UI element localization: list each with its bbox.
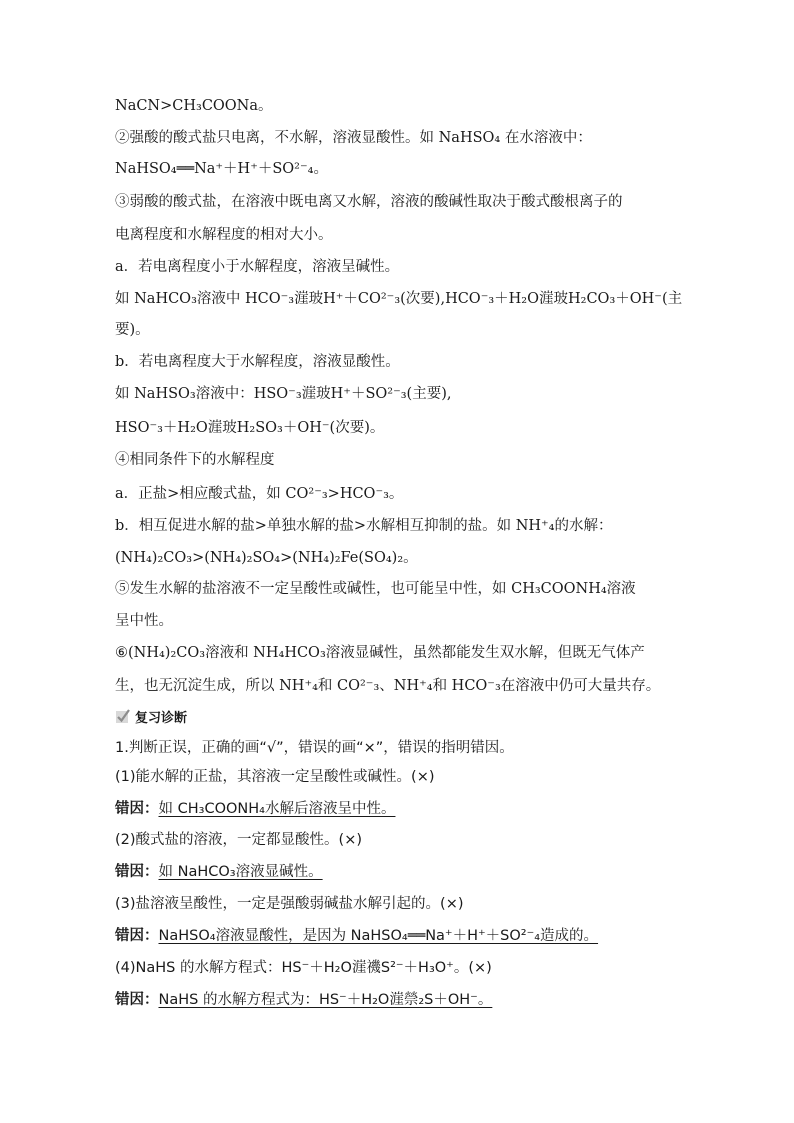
error-reason-label: 错因：	[115, 928, 159, 944]
text-line: ②强酸的酸式盐只电离，不水解，溶液显酸性。如 NaHSO₄ 在水溶液中：	[115, 130, 592, 146]
error-reason-answer: NaHS 的水解方程式为：HS⁻＋H₂O漄禜₂S＋OH⁻。	[158, 992, 493, 1008]
text-line: 如 NaHCO₃溶液中 HCO⁻₃漄玻H⁺＋CO²⁻₃(次要),HCO⁻₃＋H₂O漄玻H₂CO₃＋OH⁻(主	[115, 291, 683, 307]
text-line: 呈中性。	[115, 613, 173, 629]
text-line: b．若电离程度大于水解程度，溶液显酸性。	[115, 354, 400, 370]
error-reason-label: 错因：	[115, 992, 159, 1008]
text-line: 要)。	[115, 322, 150, 338]
text-line: 电离程度和水解程度的相对大小。	[115, 227, 333, 243]
question-statement: (1)能水解的正盐，其溶液一定呈酸性或碱性。(×)	[115, 769, 435, 785]
text-line: NaHSO₄══Na⁺＋H⁺＋SO²⁻₄。	[115, 161, 328, 177]
text-line: (NH₄)₂CO₃>(NH₄)₂SO₄>(NH₄)₂Fe(SO₄)₂。	[115, 550, 418, 566]
instruction: 1.判断正误，正确的画“√”，错误的画“×”，错误的指明错因。	[115, 740, 514, 756]
text-line: ⑥(NH₄)₂CO₃溶液和 NH₄HCO₃溶液显碱性，虽然都能发生双水解，但既无气体产	[115, 645, 645, 661]
question-statement: (4)NaHS 的水解方程式：HS⁻＋H₂O漄禨S²⁻＋H₃O⁺。(×)	[115, 960, 492, 976]
question-statement: (3)盐溶液呈酸性，一定是强酸弱碱盐水解引起的。(×)	[115, 896, 464, 912]
check-icon	[115, 708, 131, 724]
text-line: a．正盐>相应酸式盐，如 CO²⁻₃>HCO⁻₃。	[115, 486, 404, 502]
text-line: b．相互促进水解的盐>单独水解的盐>水解相互抑制的盐。如 NH⁺₄的水解：	[115, 518, 613, 534]
error-reason-answer: NaHSO₄溶液显酸性，是因为 NaHSO₄══Na⁺＋H⁺＋SO²⁻₄造成的。	[158, 928, 599, 944]
error-reason-answer: 如 CH₃COONH₄水解后溶液呈中性。	[158, 801, 396, 817]
error-reason-label: 错因：	[115, 801, 159, 817]
text-line: ③弱酸的酸式盐，在溶液中既电离又水解，溶液的酸碱性取决于酸式酸根离子的	[115, 194, 623, 210]
error-reason-line	[115, 926, 598, 946]
section-title: 复习诊断	[135, 710, 188, 726]
text-line: HSO⁻₃＋H₂O漄玻H₂SO₃＋OH⁻(次要)。	[115, 420, 385, 436]
section-heading	[115, 706, 187, 726]
error-reason-line	[115, 990, 492, 1010]
error-reason-line	[115, 799, 395, 819]
question-statement: (2)酸式盐的溶液，一定都显酸性。(×)	[115, 832, 363, 848]
text-line: 如 NaHSO₃溶液中：HSO⁻₃漄玻H⁺＋SO²⁻₃(主要),	[115, 386, 452, 402]
text-line: ④相同条件下的水解程度	[115, 452, 275, 468]
error-reason-label: 错因：	[115, 864, 159, 880]
error-reason-line	[115, 862, 323, 882]
text-line: ⑤发生水解的盐溶液不一定呈酸性或碱性，也可能呈中性，如 CH₃COONH₄溶液	[115, 581, 636, 597]
text-line: 生，也无沉淀生成，所以 NH⁺₄和 CO²⁻₃、NH⁺₄和 HCO⁻₃在溶液中仍可大量共存。	[115, 678, 661, 694]
error-reason-answer: 如 NaHCO₃溶液显碱性。	[158, 864, 323, 880]
text-line: NaCN>CH₃COONa。	[115, 98, 273, 114]
text-line: a．若电离程度小于水解程度，溶液呈碱性。	[115, 259, 400, 275]
